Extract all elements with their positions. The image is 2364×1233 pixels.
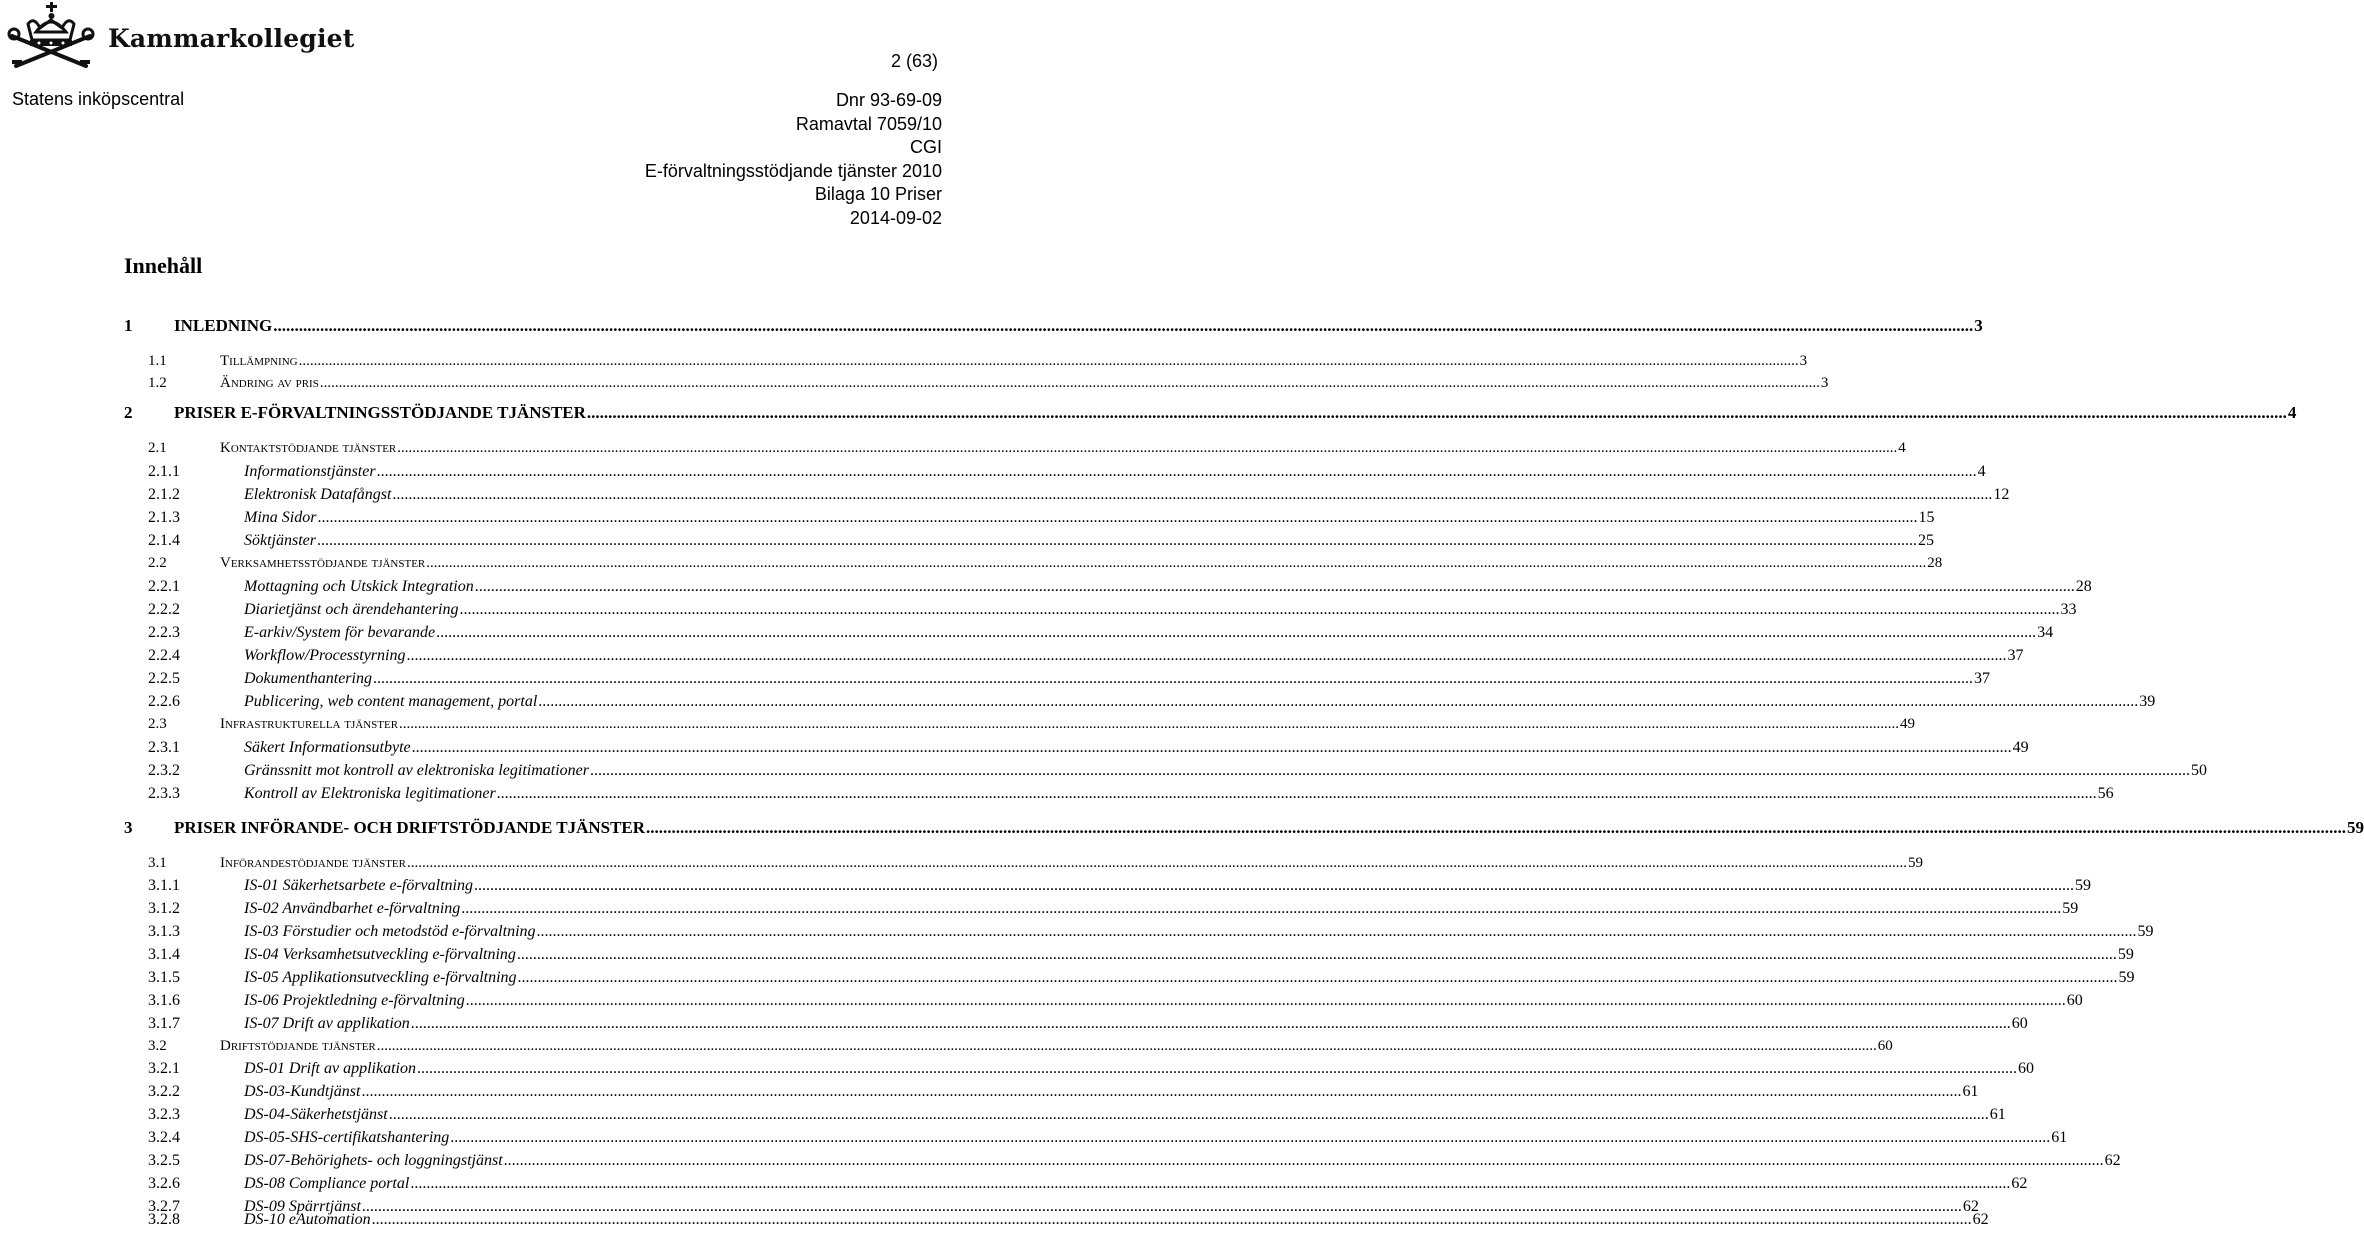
- toc-entry-page: 56: [2097, 785, 2114, 802]
- toc-entry-title: IS-05 Applikationsutveckling e-förvaltning: [244, 969, 517, 986]
- toc-dot-leader: ................................................................................................................................................................................................................................................................................................................................................................................................................: [317, 532, 1917, 549]
- toc-entry-title: DS-09 Spärrtjänst: [244, 1198, 361, 1215]
- toc-dot-leader: ................................................................................................................................................................................................................................................................................................................................................................................................................: [298, 353, 1799, 369]
- toc-entry-title: Dokumenthantering: [244, 670, 372, 687]
- toc-dot-leader: ................................................................................................................................................................................................................................................................................................................................................................................................................: [371, 1211, 1972, 1228]
- toc-entry-page: 25: [1918, 532, 1934, 549]
- toc-entry-number: 1.1: [148, 353, 167, 369]
- meta-line: Ramavtal 7059/10: [795, 113, 942, 134]
- toc-entry-title: IS-03 Förstudier och metodstöd e-förvaltning: [244, 923, 536, 940]
- toc-entry-title: Elektronisk Datafångst: [244, 486, 392, 503]
- toc-entry-title: Säkert Informationsutbyte: [244, 739, 411, 756]
- toc-dot-leader: ................................................................................................................................................................................................................................................................................................................................................................................................................: [397, 440, 1898, 456]
- toc-entry-number: 3.1.7: [148, 1015, 180, 1032]
- toc-entry[interactable]: [148, 969, 2135, 991]
- toc-entry[interactable]: [148, 946, 2134, 968]
- toc-entry-page: 59: [2062, 900, 2079, 917]
- toc-entry-number: 1: [124, 316, 133, 335]
- toc-entry-page: 3: [1974, 316, 1983, 335]
- toc-entry-title: Tillämpning: [220, 353, 298, 369]
- toc-entry-page: 15: [1918, 509, 1935, 526]
- toc-entry-title: Driftstödjande tjänster: [220, 1038, 376, 1054]
- toc-title: Innehåll: [124, 253, 203, 278]
- toc-dot-leader: ................................................................................................................................................................................................................................................................................................................................................................................................................: [538, 693, 2139, 710]
- toc-entry-page: 49: [1900, 716, 1916, 732]
- toc-entry-number: 3.2.5: [148, 1152, 180, 1169]
- toc-entry-title: IS-01 Säkerhetsarbete e-förvaltning: [244, 877, 473, 894]
- toc-dot-leader: ................................................................................................................................................................................................................................................................................................................................................................................................................: [459, 601, 2060, 618]
- toc-entry-title: Verksamhetsstödjande tjänster: [220, 555, 426, 571]
- toc-entry-page: 60: [2011, 1015, 2028, 1032]
- toc-entry-number: 3.1.4: [148, 946, 180, 963]
- toc-entry-title: Infrastrukturella tjänster: [220, 716, 399, 732]
- toc-dot-leader: ................................................................................................................................................................................................................................................................................................................................................................................................................: [590, 762, 2190, 779]
- toc-entry[interactable]: [148, 1015, 2028, 1037]
- toc-entry-title: DS-07-Behörighets- och loggningstjänst: [244, 1152, 503, 1169]
- meta-line: CGI: [909, 137, 942, 158]
- toc-entry-title: DS-05-SHS-certifikatshantering: [244, 1129, 450, 1146]
- toc-entry[interactable]: [148, 762, 2207, 784]
- toc-entry-page: 62: [2104, 1152, 2121, 1169]
- toc-entry[interactable]: [148, 877, 2091, 899]
- toc-entry[interactable]: [148, 1152, 2121, 1174]
- toc-entry-page: 33: [2060, 601, 2077, 618]
- toc-entry-page: 62: [2011, 1175, 2028, 1192]
- toc-entry[interactable]: [148, 1175, 2028, 1197]
- toc-entry[interactable]: [148, 670, 1990, 692]
- toc-entry-page: 49: [2012, 739, 2029, 756]
- toc-entry-page: 61: [1989, 1106, 2006, 1123]
- toc-dot-leader: ................................................................................................................................................................................................................................................................................................................................................................................................................: [465, 992, 2066, 1009]
- toc-entry-page: 59: [2117, 946, 2134, 963]
- meta-line: Dnr 93-69-09: [835, 90, 942, 110]
- toc-entry-page: 4: [1898, 440, 1906, 456]
- toc-entry-page: 50: [2191, 762, 2207, 779]
- toc-entry[interactable]: [148, 1083, 1979, 1105]
- toc-entry-page: 59: [2118, 969, 2135, 986]
- toc-dot-leader: ................................................................................................................................................................................................................................................................................................................................................................................................................: [461, 900, 2062, 917]
- toc-dot-leader: ................................................................................................................................................................................................................................................................................................................................................................................................................: [388, 1106, 1989, 1123]
- toc-entry[interactable]: [124, 403, 2297, 425]
- toc-entry[interactable]: [148, 739, 2029, 761]
- toc-entry-number: 3.1.6: [148, 992, 180, 1009]
- toc-entry-number: 2.2.2: [148, 601, 180, 618]
- toc-entry-number: 2.2.6: [148, 693, 180, 710]
- toc-dot-leader: ................................................................................................................................................................................................................................................................................................................................................................................................................: [426, 555, 1927, 571]
- toc-dot-leader: ................................................................................................................................................................................................................................................................................................................................................................................................................: [410, 1015, 2011, 1032]
- toc-entry-page: 34: [2037, 624, 2054, 641]
- toc-entry-number: 2.1.2: [148, 486, 180, 503]
- toc-entry-page: 4: [1977, 463, 1986, 480]
- toc-entry-title: DS-04-Säkerhetstjänst: [244, 1106, 388, 1123]
- toc-entry-page: 59: [2347, 818, 2364, 837]
- toc-entry-title: E-arkiv/System för bevarande: [244, 624, 436, 641]
- toc-dot-leader: ................................................................................................................................................................................................................................................................................................................................................................................................................: [517, 969, 2118, 986]
- toc-entry-number: 3.1.2: [148, 900, 180, 917]
- toc-entry-title: Kontroll av Elektroniska legitimationer: [244, 785, 496, 802]
- toc-entry[interactable]: [148, 578, 2092, 600]
- toc-dot-leader: ................................................................................................................................................................................................................................................................................................................................................................................................................: [473, 877, 2074, 894]
- toc-entry-page: 3: [1799, 353, 1808, 369]
- toc-entry-number: 3.1.1: [148, 877, 180, 894]
- toc-entry-title: Införandestödjande tjänster: [220, 855, 406, 871]
- toc-dot-leader: ................................................................................................................................................................................................................................................................................................................................................................................................................: [376, 463, 1977, 480]
- toc-entry-number: 2.3.3: [148, 785, 180, 802]
- toc-entry[interactable]: [148, 375, 1829, 397]
- toc-entry-title: Publicering, web content management, portal: [244, 693, 538, 710]
- toc-entry[interactable]: [148, 463, 1986, 485]
- toc-entry-page: 61: [1962, 1083, 1979, 1100]
- toc-dot-leader: ................................................................................................................................................................................................................................................................................................................................................................................................................: [450, 1129, 2051, 1146]
- toc-entry-number: 2.1.4: [148, 532, 180, 549]
- toc-entry-page: 28: [2075, 578, 2092, 595]
- toc-entry-title: DS-01 Drift av applikation: [244, 1060, 416, 1077]
- toc-entry-title: Gränssnitt mot kontroll av elektroniska legitimationer: [244, 762, 589, 779]
- toc-entry-title: Mottagning och Utskick Integration: [244, 578, 474, 595]
- meta-line: Bilaga 10 Priser: [814, 184, 942, 205]
- toc-dot-leader: ................................................................................................................................................................................................................................................................................................................................................................................................................: [399, 716, 1900, 732]
- toc-entry[interactable]: [148, 1106, 2006, 1128]
- toc-entry-title: Informationstjänster: [244, 463, 376, 480]
- toc-entry-title: Diarietjänst och ärendehantering: [244, 601, 459, 618]
- toc-entry-page: 59: [2074, 877, 2091, 894]
- toc-entry[interactable]: [148, 353, 1808, 375]
- toc-entry[interactable]: [148, 785, 2114, 807]
- toc-entry-title: INLEDNING: [174, 316, 273, 335]
- toc-entry-number: 3.1: [148, 855, 167, 871]
- toc-dot-leader: ................................................................................................................................................................................................................................................................................................................................................................................................................: [436, 624, 2037, 641]
- toc-entry[interactable]: [148, 693, 2156, 715]
- document-meta: [645, 89, 942, 231]
- toc-dot-leader: ................................................................................................................................................................................................................................................................................................................................................................................................................: [416, 1060, 2017, 1077]
- toc-entry-number: 3.2.2: [148, 1083, 180, 1100]
- toc-dot-leader: ................................................................................................................................................................................................................................................................................................................................................................................................................: [536, 923, 2137, 940]
- toc-entry[interactable]: [148, 992, 2083, 1014]
- toc-entry[interactable]: [148, 509, 1935, 531]
- toc-entry-page: 59: [1907, 855, 1923, 871]
- toc-entry-number: 3: [124, 818, 133, 837]
- toc-dot-leader: ................................................................................................................................................................................................................................................................................................................................................................................................................: [410, 1175, 2011, 1192]
- toc-entry-page: 62: [1972, 1211, 1989, 1228]
- toc-entry-title: PRISER INFÖRANDE- OCH DRIFTSTÖDJANDE TJÄNSTER: [174, 818, 646, 837]
- toc-entry-title: IS-04 Verksamhetsutveckling e-förvaltning: [244, 946, 516, 963]
- toc-entry[interactable]: [148, 1129, 2068, 1151]
- toc-entry[interactable]: [148, 1211, 1989, 1233]
- toc-entry-number: 3.2.1: [148, 1060, 180, 1077]
- toc-entry-number: 3.2.4: [148, 1129, 180, 1146]
- toc-dot-leader: ................................................................................................................................................................................................................................................................................................................................................................................................................: [496, 785, 2097, 802]
- toc-entry-number: 2.1: [148, 440, 167, 456]
- toc-entry-title: PRISER E-FÖRVALTNINGSSTÖDJANDE TJÄNSTER: [174, 403, 586, 422]
- toc-entry-title: Workflow/Processtyrning: [244, 647, 406, 664]
- toc-entry-number: 2.3: [148, 716, 167, 732]
- meta-line: 2014-09-02: [849, 207, 942, 228]
- toc-entry-title: DS-03-Kundtjänst: [244, 1083, 361, 1100]
- toc-entry[interactable]: [148, 440, 1906, 462]
- toc-dot-leader: ................................................................................................................................................................................................................................................................................................................................................................................................................: [411, 739, 2012, 756]
- toc-entry-page: 12: [1993, 486, 2010, 503]
- toc-entry[interactable]: [148, 923, 2154, 945]
- toc-entry-page: 3: [1820, 375, 1829, 391]
- page-number: 2 (63): [890, 51, 938, 71]
- toc-dot-leader: ................................................................................................................................................................................................................................................................................................................................................................................................................: [503, 1152, 2104, 1169]
- toc-entry-number: 3.2.7: [148, 1198, 180, 1215]
- toc-dot-leader: ................................................................................................................................................................................................................................................................................................................................................................................................................: [586, 403, 2287, 422]
- toc-dot-leader: ................................................................................................................................................................................................................................................................................................................................................................................................................: [406, 647, 2007, 664]
- toc-entry[interactable]: [148, 1038, 1893, 1060]
- toc-entry-number: 3.2.8: [148, 1211, 180, 1228]
- toc-entry-number: 2.2: [148, 555, 167, 571]
- toc-dot-leader: ................................................................................................................................................................................................................................................................................................................................................................................................................: [376, 1038, 1877, 1054]
- toc-entry[interactable]: [124, 316, 1983, 338]
- toc-entry-title: IS-06 Projektledning e-förvaltning: [244, 992, 465, 1009]
- toc-dot-leader: ................................................................................................................................................................................................................................................................................................................................................................................................................: [474, 578, 2075, 595]
- toc-entry-title: IS-07 Drift av applikation: [244, 1015, 410, 1032]
- toc-dot-leader: ................................................................................................................................................................................................................................................................................................................................................................................................................: [406, 855, 1907, 871]
- toc-entry-page: 59: [2137, 923, 2154, 940]
- crown-icon: [6, 2, 106, 70]
- toc-entry-title: Söktjänster: [244, 532, 316, 549]
- toc-entry-page: 39: [2139, 693, 2156, 710]
- toc-entry-number: 2.3.2: [148, 762, 180, 779]
- toc-entry-number: 3.1.3: [148, 923, 180, 940]
- toc-entry-page: 37: [1973, 670, 1990, 687]
- toc-dot-leader: ................................................................................................................................................................................................................................................................................................................................................................................................................: [372, 670, 1973, 687]
- toc-dot-leader: ................................................................................................................................................................................................................................................................................................................................................................................................................: [273, 316, 1974, 335]
- toc-dot-leader: ................................................................................................................................................................................................................................................................................................................................................................................................................: [646, 818, 2347, 837]
- toc-dot-leader: ................................................................................................................................................................................................................................................................................................................................................................................................................: [392, 486, 1993, 503]
- toc-entry-page: 60: [2017, 1060, 2034, 1077]
- toc-entry[interactable]: [124, 818, 2364, 840]
- toc-entry-number: 2.2.1: [148, 578, 180, 595]
- toc-entry-number: 2.1.3: [148, 509, 180, 526]
- toc-entry-page: 4: [2287, 403, 2297, 422]
- toc-entry-page: 62: [1962, 1198, 1979, 1215]
- logo-wordmark: Kammarkollegiet: [108, 24, 355, 53]
- toc-entry[interactable]: [148, 532, 1934, 554]
- toc-entry-title: DS-10 eAutomation: [244, 1211, 371, 1228]
- toc-entry[interactable]: [148, 900, 2079, 922]
- toc-entry[interactable]: [148, 1060, 2034, 1082]
- meta-line: E-förvaltningsstödjande tjänster 2010: [644, 160, 942, 181]
- toc-entry[interactable]: [148, 555, 1943, 577]
- toc-entry-number: 2: [124, 403, 133, 422]
- toc-entry-number: 2.2.4: [148, 647, 180, 664]
- toc-entry[interactable]: [148, 601, 2077, 623]
- toc-entry-number: 1.2: [148, 375, 167, 391]
- toc-entry-title: IS-02 Användbarhet e-förvaltning: [244, 900, 461, 917]
- toc-dot-leader: ................................................................................................................................................................................................................................................................................................................................................................................................................: [317, 509, 1918, 526]
- toc-entry-page: 28: [1927, 555, 1943, 571]
- toc-entry[interactable]: [148, 716, 1916, 738]
- toc-entry-number: 3.1.5: [148, 969, 180, 986]
- toc-entry-number: 3.2.6: [148, 1175, 180, 1192]
- toc-entry-number: 3.2: [148, 1038, 167, 1054]
- toc-entry[interactable]: [148, 486, 2010, 508]
- toc-entry-title: Mina Sidor: [244, 509, 317, 526]
- toc-entry[interactable]: [148, 624, 2054, 646]
- toc-entry-number: 2.3.1: [148, 739, 180, 756]
- toc-dot-leader: ................................................................................................................................................................................................................................................................................................................................................................................................................: [319, 375, 1820, 391]
- toc-entry[interactable]: [148, 647, 2024, 669]
- toc-entry-number: 2.2.3: [148, 624, 180, 641]
- toc-entry-title: Kontaktstödjande tjänster: [220, 440, 397, 456]
- toc-entry-page: 60: [1877, 1038, 1893, 1054]
- toc-dot-leader: ................................................................................................................................................................................................................................................................................................................................................................................................................: [516, 946, 2117, 963]
- toc-dot-leader: ................................................................................................................................................................................................................................................................................................................................................................................................................: [361, 1198, 1962, 1215]
- toc-entry[interactable]: [148, 855, 1923, 877]
- toc-entry-number: 3.2.3: [148, 1106, 180, 1123]
- toc-entry-title: Ändring av pris: [220, 375, 319, 391]
- toc-entry-page: 37: [2007, 647, 2024, 664]
- toc-entry-number: 2.2.5: [148, 670, 180, 687]
- toc-entry-number: 2.1.1: [148, 463, 180, 480]
- toc-dot-leader: ................................................................................................................................................................................................................................................................................................................................................................................................................: [361, 1083, 1962, 1100]
- organization-name: Statens inköpscentral: [12, 89, 185, 109]
- toc-entry-title: DS-08 Compliance portal: [244, 1175, 410, 1192]
- toc-entry-page: 60: [2066, 992, 2083, 1009]
- kammarkollegiet-logo: [6, 2, 355, 72]
- toc-entry-page: 61: [2051, 1129, 2068, 1146]
